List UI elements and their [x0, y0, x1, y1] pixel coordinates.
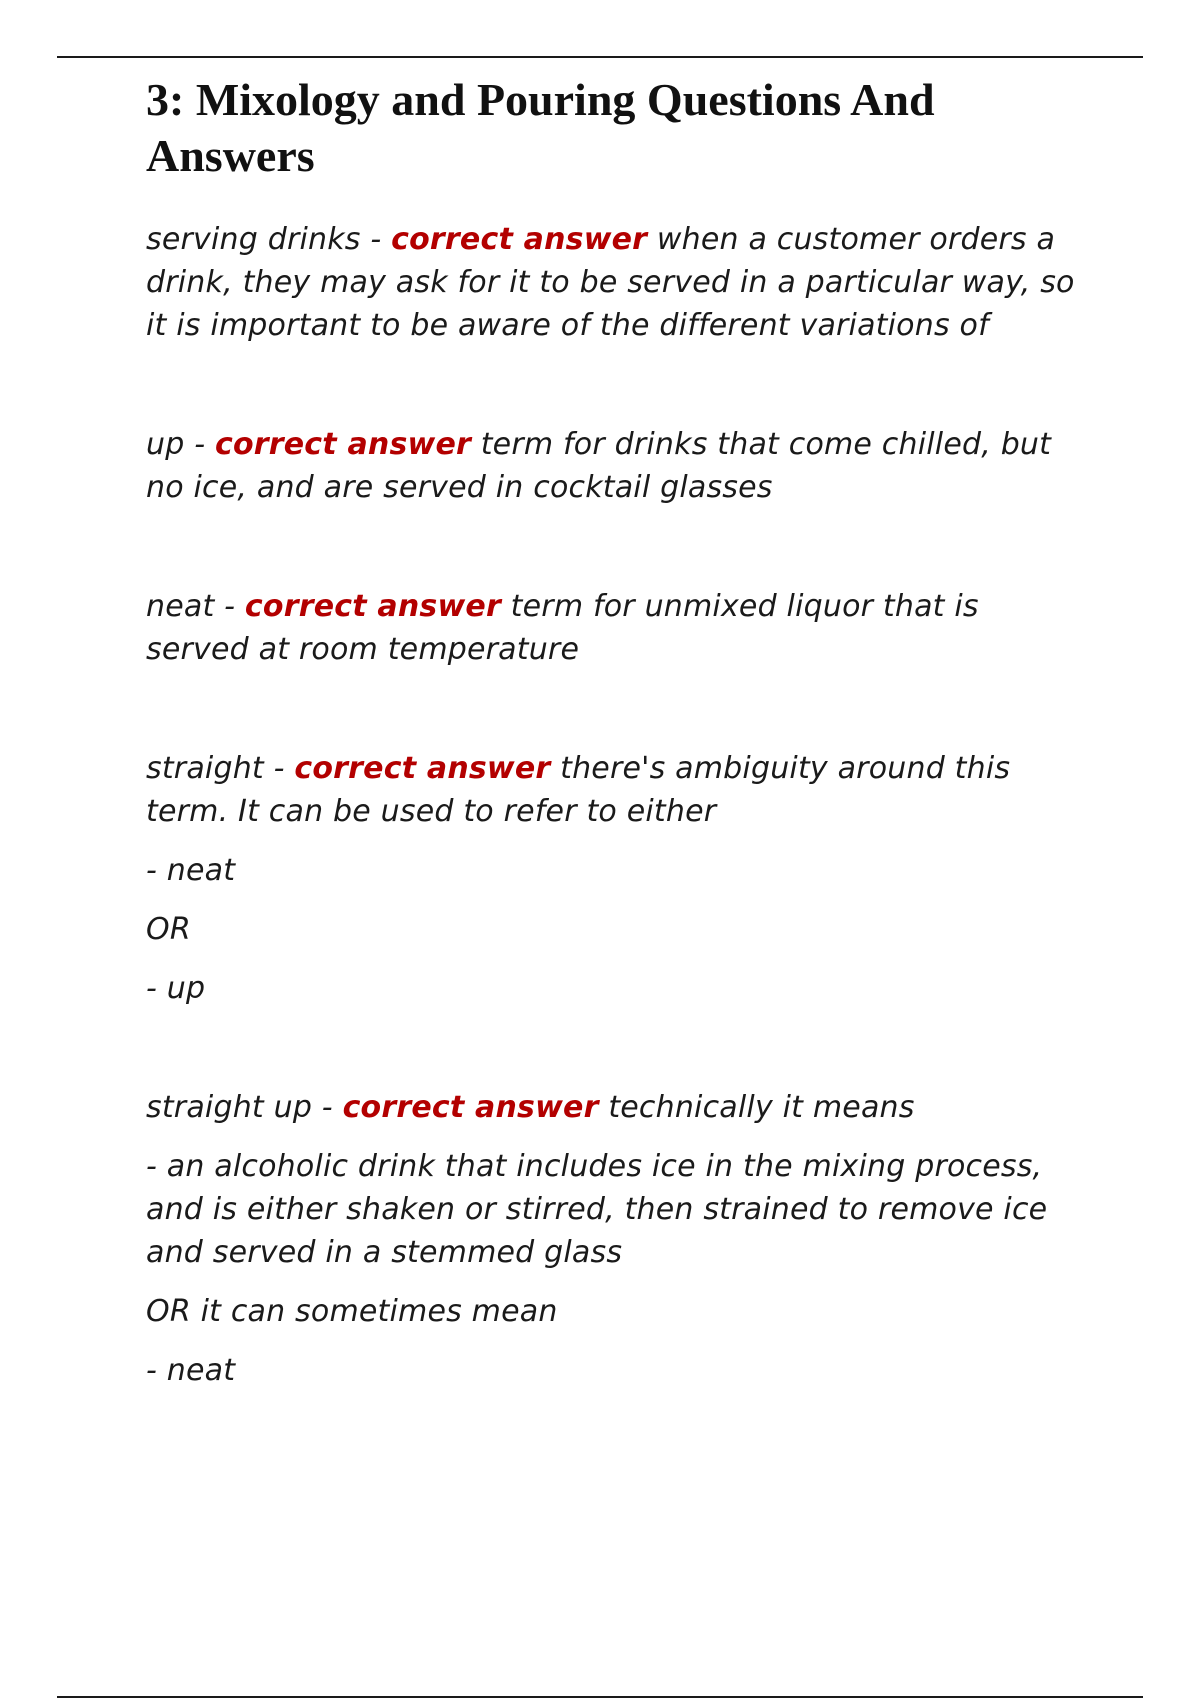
entry-definition: technically it means [598, 1090, 915, 1125]
qa-entry [146, 423, 1086, 509]
spacer [146, 509, 1086, 585]
entry-extra-line: - an alcoholic drink that includes ice in the mixing process, and is either shaken or stirred, then strained to remove ice and served in a stemmed glass [146, 1149, 1048, 1270]
entry-extra-line: - neat [146, 853, 236, 888]
correct-answer-label: correct answer [244, 589, 501, 624]
qa-entry [146, 1086, 1086, 1129]
entry-definition: term for drinks that come chilled, but no ice, and are served in cocktail glasses [146, 427, 1052, 505]
entry-extra-line: OR it can sometimes mean [146, 1294, 558, 1329]
entry-term: neat - [146, 589, 245, 624]
entry-term: straight up - [146, 1090, 343, 1125]
entry-term: straight - [146, 751, 295, 786]
correct-answer-label: correct answer [214, 427, 471, 462]
entry-extra-line: OR [146, 912, 191, 947]
document-title: 3: Mixology and Pouring Questions And Answers [146, 74, 935, 181]
correct-answer-label: correct answer [391, 222, 648, 257]
correct-answer-label: correct answer [342, 1090, 599, 1125]
qa-entry [146, 747, 1086, 833]
entry-extra-line: - neat [146, 1353, 236, 1388]
spacer [146, 671, 1086, 747]
entry-term: serving drinks - [146, 222, 392, 257]
bottom-rule [57, 1696, 1143, 1698]
correct-answer-label: correct answer [294, 751, 551, 786]
document-body [146, 72, 1086, 1392]
entry-term: up - [146, 427, 215, 462]
entry-definition: when a customer orders a drink, they may ask for it to be served in a particular way, so it is important to be aware of the different variations of [146, 222, 1075, 343]
entry-definition: term for unmixed liquor that is served at room temperature [146, 589, 979, 667]
qa-entry [146, 218, 1086, 347]
entry-definition: there's ambiguity around this term. It can be used to refer to either [146, 751, 1011, 829]
qa-entry [146, 585, 1086, 671]
top-rule [57, 56, 1143, 58]
spacer [146, 1010, 1086, 1086]
entry-extra-line: - up [146, 971, 206, 1006]
spacer [146, 347, 1086, 423]
